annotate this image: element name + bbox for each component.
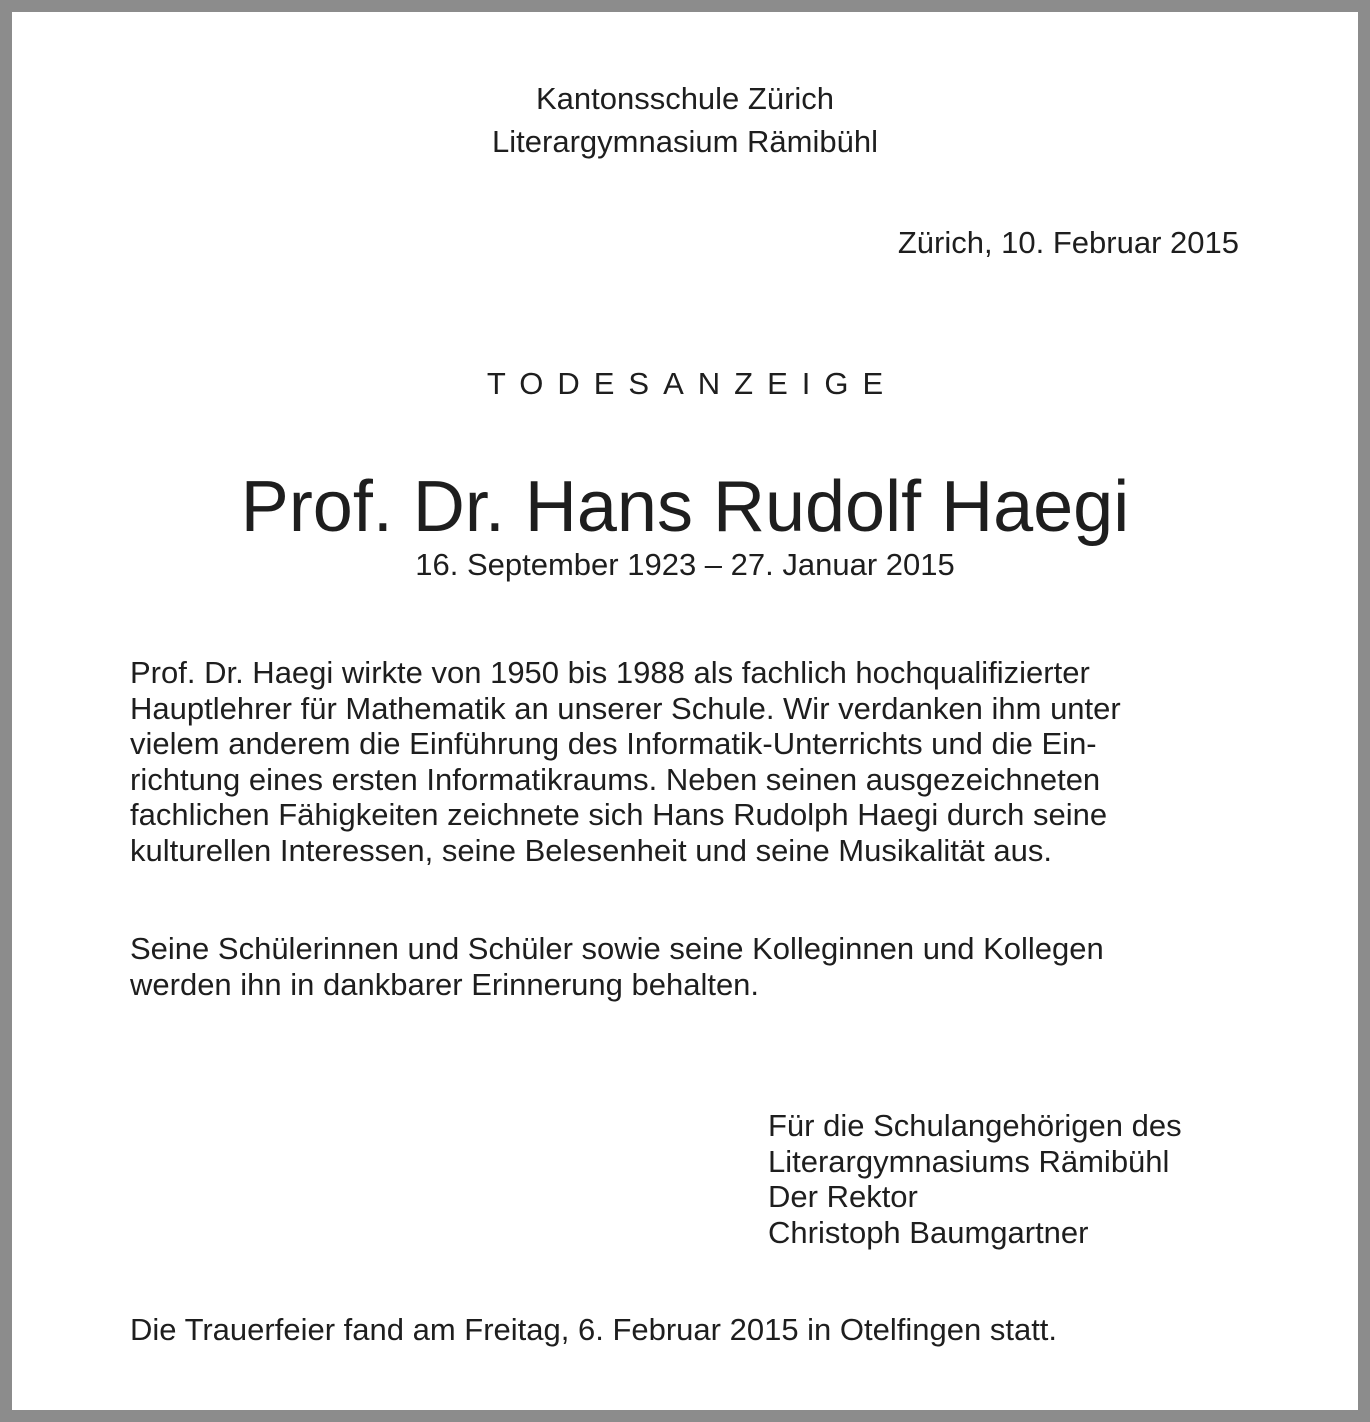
body-line: werden ihn in dankbarer Erinnerung behalten. [130,966,760,1002]
signature-name: Christoph Baumgartner [768,1214,1089,1250]
place-date: Zürich, 10. Februar 2015 [897,225,1239,260]
deceased-name: Prof. Dr. Hans Rudolf Haegi [240,467,1130,547]
body-line: vielem anderem die Einführung des Informatik-Unterrichts und die Ein- [130,726,1097,761]
body-line: richtung eines ersten Informatikraums. Neben seinen ausgezeichneten [130,761,1101,797]
deceased-lifespan: 16. September 1923 – 27. Januar 2015 [415,547,955,582]
signature-line: Der Rektor [768,1179,918,1214]
notice-title: TODESANZEIGE [486,366,898,401]
gymnasium-name: Literargymnasium Rämibühl [492,124,878,159]
body-paragraph-2 [130,931,1104,1002]
ceremony-note: Die Trauerfeier fand am Freitag, 6. Februar 2015 in Otelfingen statt. [130,1312,1058,1347]
body-line: Seine Schülerinnen und Schüler sowie seine Kolleginnen und Kollegen [130,931,1104,966]
body-line: Hauptlehrer für Mathematik an unserer Schule. Wir verdanken ihm unter [130,690,1121,726]
school-name: Kantonsschule Zürich [535,81,835,116]
body-line: kulturellen Interessen, seine Belesenheit und seine Musikalität aus. [130,832,1052,868]
obituary-page [12,12,1358,1410]
signature-line: Literargymnasiums Rämibühl [768,1143,1170,1179]
signature-block [768,1108,1182,1250]
body-paragraph-1 [130,655,1121,868]
signature-line: Für die Schulangehörigen des [768,1108,1182,1143]
body-line: Prof. Dr. Haegi wirkte von 1950 bis 1988 als fachlich hochqualifizierter [130,655,1090,690]
body-line: fachlichen Fähigkeiten zeichnete sich Hans Rudolph Haegi durch seine [130,797,1108,832]
